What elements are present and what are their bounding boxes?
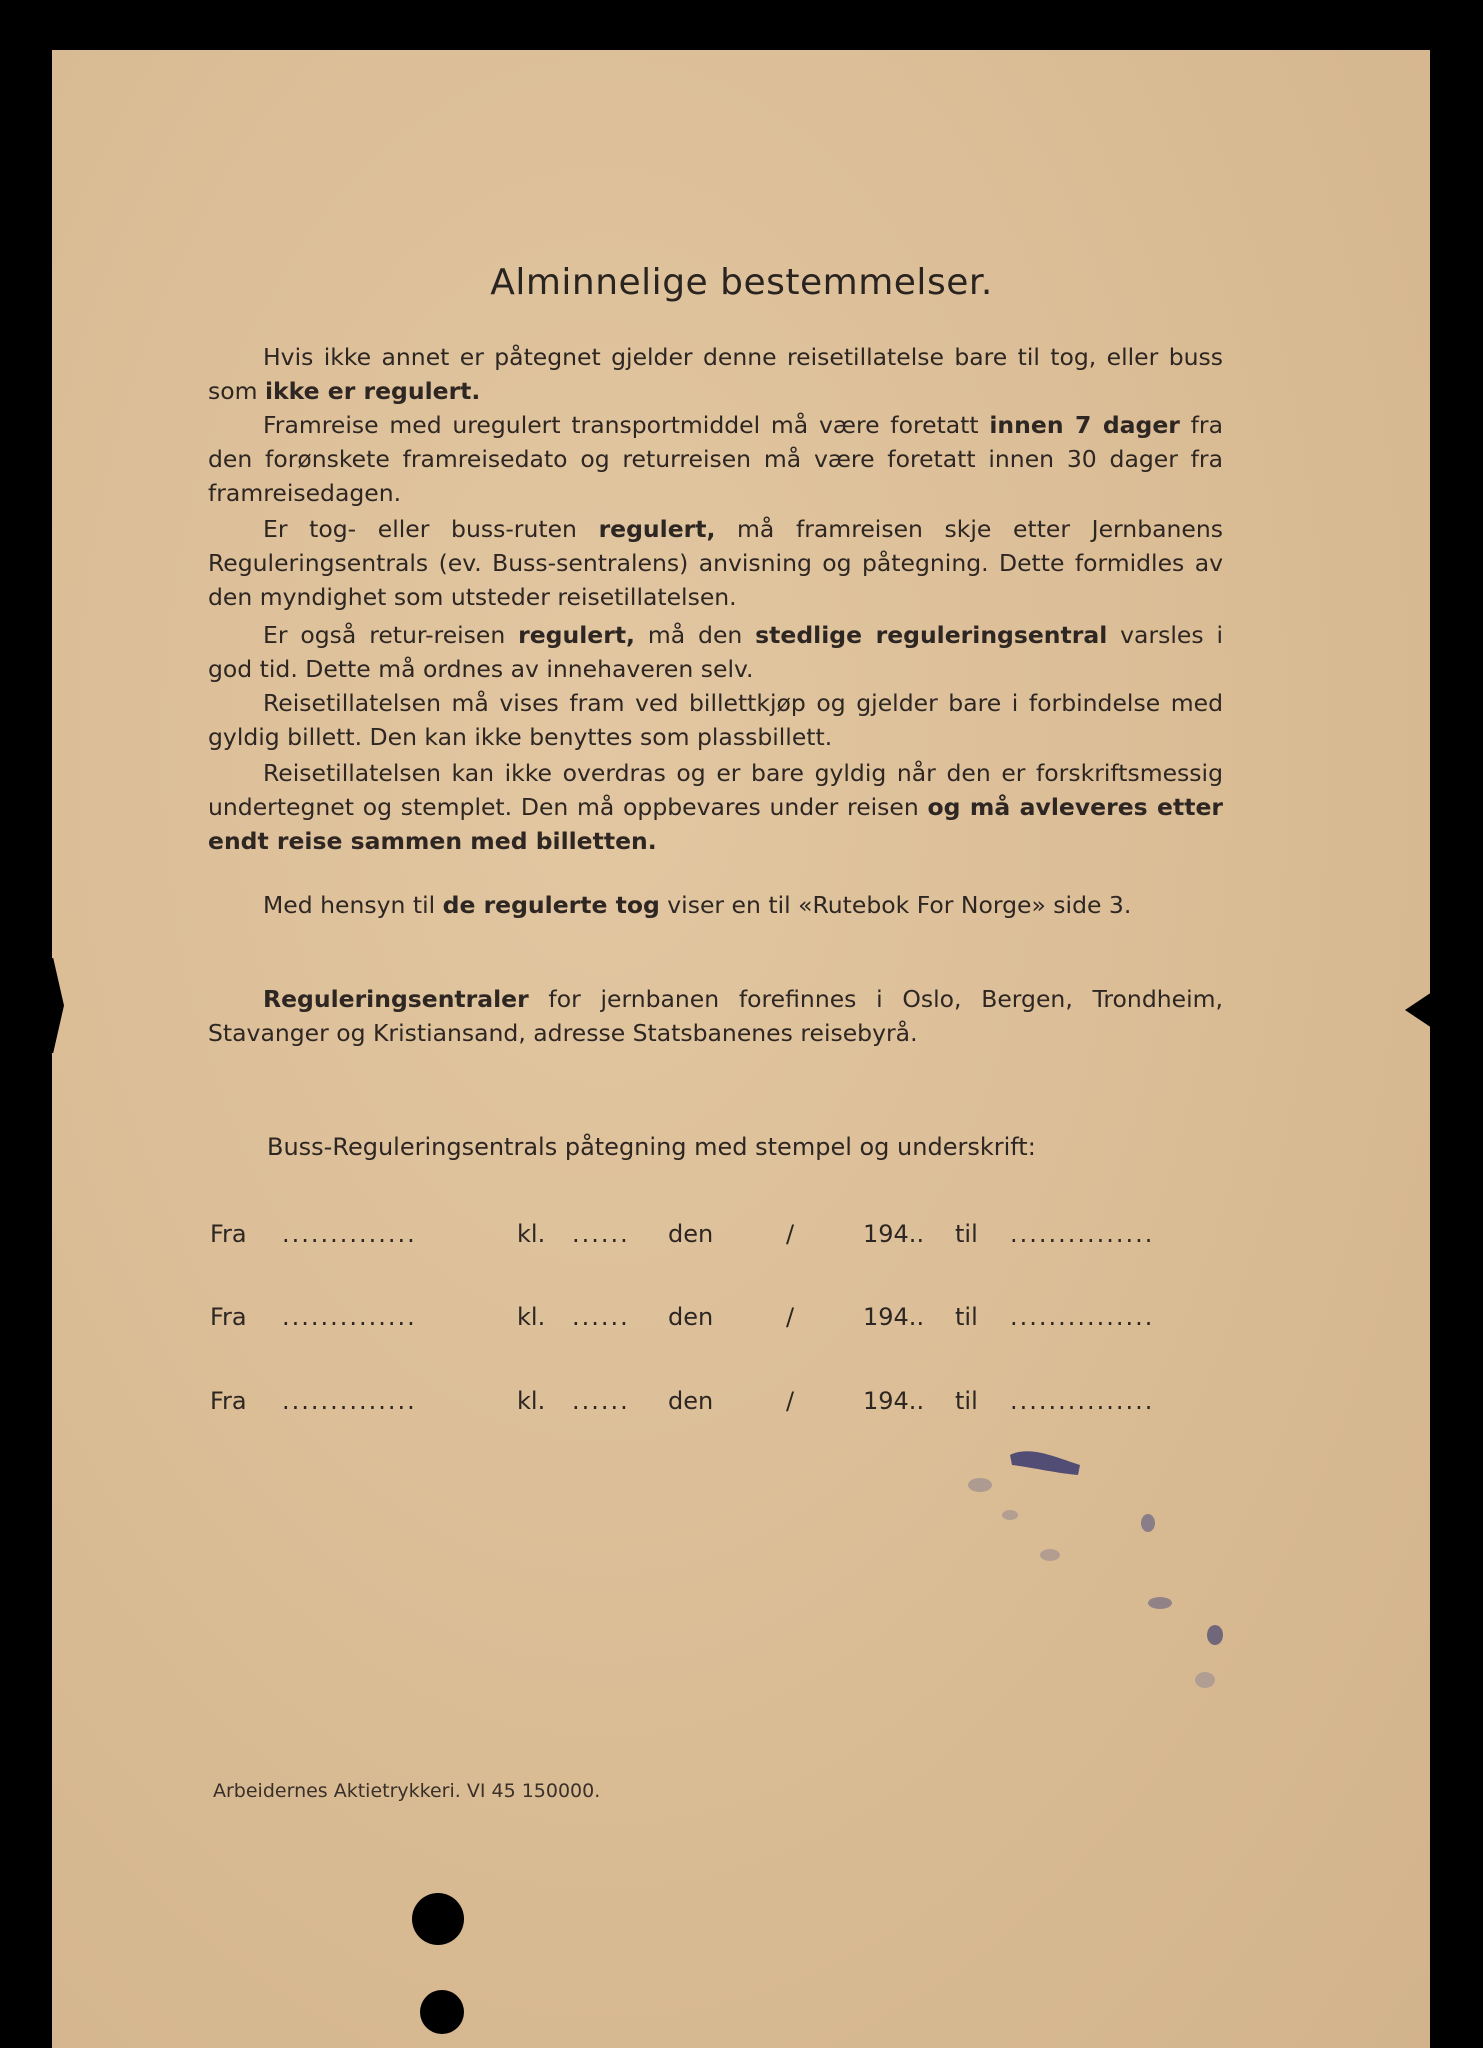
paragraph-bold: de regulerte tog bbox=[442, 891, 660, 919]
til-label: til bbox=[955, 1220, 978, 1248]
paragraph-text: for jernbanen forefinnes i Oslo, Bergen, Trondheim, Stavanger og Kristiansand, adresse Statsbanenes reisebyrå. bbox=[208, 985, 1223, 1047]
printer-imprint: Arbeidernes Aktietrykkeri. VI 45 150000. bbox=[213, 1780, 601, 1802]
paragraph-4 bbox=[208, 618, 1223, 686]
paragraph-text: Er også retur-reisen bbox=[263, 621, 519, 649]
kl-dots: ...... bbox=[572, 1220, 630, 1248]
punch-hole-bottom bbox=[420, 1990, 464, 2034]
kl-dots: ...... bbox=[572, 1387, 630, 1415]
paragraph-2 bbox=[208, 408, 1223, 510]
paragraph-bold: ikke er regulert. bbox=[264, 377, 481, 405]
paragraph-text: Reisetillatelsen kan ikke overdras og er bare gyldig når den er forskriftsmessig undertegnet og stemplet. Den må oppbevares under reisen bbox=[208, 759, 1223, 821]
date-slash: / bbox=[786, 1303, 795, 1331]
paragraph-text: varsles i god tid. Dette må ordnes av innehaveren selv. bbox=[208, 621, 1223, 683]
den-label: den bbox=[668, 1220, 714, 1248]
paragraph-bold: innen 7 dager bbox=[989, 411, 1180, 439]
kl-label: kl. bbox=[517, 1220, 546, 1248]
kl-label: kl. bbox=[517, 1303, 546, 1331]
paragraph-5 bbox=[208, 686, 1223, 754]
paragraph-bold: stedlige reguleringsentral bbox=[755, 621, 1108, 649]
den-label: den bbox=[668, 1303, 714, 1331]
paragraph-text: Med hensyn til bbox=[263, 891, 443, 919]
fra-dots: .............. bbox=[282, 1220, 417, 1248]
bus-section-title: Buss-Reguleringsentrals påtegning med stempel og underskrift: bbox=[267, 1133, 1036, 1161]
fra-dots: .............. bbox=[282, 1387, 417, 1415]
til-label: til bbox=[955, 1303, 978, 1331]
ink-stamp-marks bbox=[960, 1435, 1250, 1725]
year-label: 194.. bbox=[863, 1303, 925, 1331]
paragraph-bold: regulert, bbox=[518, 621, 635, 649]
til-label: til bbox=[955, 1387, 978, 1415]
fra-label: Fra bbox=[210, 1303, 247, 1331]
paragraph-text: viser en til «Rutebok For Norge» side 3. bbox=[659, 891, 1132, 919]
paragraph-8 bbox=[208, 982, 1223, 1050]
paragraph-text: må framreisen skje etter Jernbanens Reguleringsentrals (ev. Buss-sentralens) anvisning og påtegning. Dette formidles av den myndighet som utsteder reisetillatelsen. bbox=[208, 515, 1224, 611]
document-title: Alminnelige bestemmelser. bbox=[490, 262, 993, 303]
til-dots: ............... bbox=[1010, 1220, 1155, 1248]
fra-label: Fra bbox=[210, 1387, 247, 1415]
punch-hole bbox=[412, 1893, 464, 1945]
date-slash: / bbox=[786, 1387, 795, 1415]
paragraph-text: fra den forønskete framreisedato og returreisen må være foretatt innen 30 dager fra framreisedagen. bbox=[208, 411, 1223, 507]
fra-dots: .............. bbox=[282, 1303, 417, 1331]
paragraph-1 bbox=[208, 340, 1223, 408]
paragraph-text: Framreise med uregulert transportmiddel må være foretatt bbox=[263, 411, 990, 439]
year-label: 194.. bbox=[863, 1220, 925, 1248]
kl-dots: ...... bbox=[572, 1303, 630, 1331]
paragraph-text: Reisetillatelsen må vises fram ved billettkjøp og gjelder bare i forbindelse med gyldig billett. Den kan ikke benyttes som plassbillett. bbox=[208, 689, 1223, 751]
til-dots: ............... bbox=[1010, 1303, 1155, 1331]
paragraph-bold: regulert, bbox=[598, 515, 716, 543]
fra-row bbox=[210, 1303, 1225, 1337]
til-dots: ............... bbox=[1010, 1387, 1155, 1415]
paragraph-text: Hvis ikke annet er påtegnet gjelder denne reisetillatelse bare til tog, eller buss som bbox=[208, 343, 1223, 405]
paragraph-3 bbox=[208, 512, 1223, 614]
year-label: 194.. bbox=[863, 1387, 925, 1415]
date-slash: / bbox=[786, 1220, 795, 1248]
paragraph-7 bbox=[208, 888, 1223, 922]
paragraph-bold: Reguleringsentraler bbox=[263, 985, 529, 1013]
fra-label: Fra bbox=[210, 1220, 247, 1248]
paragraph-6 bbox=[208, 756, 1223, 858]
fra-row bbox=[210, 1387, 1225, 1421]
kl-label: kl. bbox=[517, 1387, 546, 1415]
paragraph-bold: og må avleveres etter endt reise sammen med billetten. bbox=[208, 793, 1223, 855]
den-label: den bbox=[668, 1387, 714, 1415]
fra-row bbox=[210, 1220, 1225, 1254]
paragraph-text: Er tog- eller buss-ruten bbox=[263, 515, 599, 543]
paragraph-text: må den bbox=[634, 621, 756, 649]
